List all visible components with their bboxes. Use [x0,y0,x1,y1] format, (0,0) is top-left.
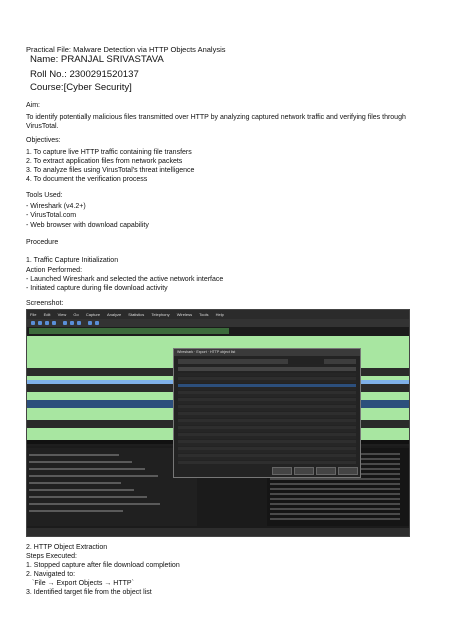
aim-text-line1: To identify potentially malicious files transmitted over HTTP by analyzing captured network traffic and verifying files through [26,114,406,121]
hex-line [270,518,400,520]
detail-line [29,461,132,463]
objective-item: 2. To extract application files from network packets [26,158,183,165]
toolbar-icon [31,321,35,325]
menu-item: Edit [43,312,51,317]
detail-line [29,496,147,498]
menu-item: Statistics [128,312,145,317]
step1-title: 1. Traffic Capture Initialization [26,257,119,264]
menu-item: Telephony [151,312,170,317]
document-header: Practical File: Malware Detection via HTTP Objects Analysis [26,45,226,54]
toolbar-icon [70,321,74,325]
step1-action-item: - Launched Wireshark and selected the active network interface [26,276,224,283]
step1-action-item: - Initiated capture during file download activity [26,285,168,292]
step2-steps-heading: Steps Executed: [26,553,77,560]
dialog-column-headers [178,367,356,371]
wireshark-toolbar [27,319,409,327]
aim-heading: Aim: [26,102,40,109]
menu-item: Analyze [106,312,122,317]
hex-line [270,483,400,485]
toolbar-icon [95,321,99,325]
screenshot-label: Screenshot: [26,300,64,307]
toolbar-icon [63,321,67,325]
dialog-text-filter [178,359,288,364]
detail-line [29,482,121,484]
dialog-button [272,467,292,475]
dialog-button [316,467,336,475]
tool-item: - Web browser with download capability [26,222,149,229]
dialog-button [338,467,358,475]
wireshark-menubar [27,310,409,319]
toolbar-icon [52,321,56,325]
export-objects-dialog [173,348,361,478]
step2-step-item: 3. Identified target file from the object list [26,589,152,596]
tool-item: - VirusTotal.com [26,212,77,219]
detail-line [29,503,160,505]
detail-line [29,454,119,456]
student-name: Name: PRANJAL SRIVASTAVA [30,54,164,65]
tools-heading: Tools Used: [26,192,63,199]
step2-step-item: `File → Export Objects → HTTP` [32,580,134,587]
menu-item: Help [215,312,224,317]
objective-item: 3. To analyze files using VirusTotal's threat intelligence [26,167,195,174]
objectives-heading: Objectives: [26,137,61,144]
wireshark-statusbar [27,528,409,536]
detail-line [29,475,158,477]
step2-step-item: 1. Stopped capture after file download completion [26,562,180,569]
hex-line [270,488,400,490]
menu-item: Wireless [176,312,193,317]
dialog-title: Wireshark · Export · HTTP object list [174,349,360,356]
menu-item: Capture [85,312,101,317]
step2-title: 2. HTTP Object Extraction [26,544,108,551]
http-object-row [178,461,356,464]
aim-text-line2: VirusTotal. [26,123,59,130]
toolbar-icon [88,321,92,325]
dialog-button [294,467,314,475]
menu-item: Go [73,312,79,317]
toolbar-icon [77,321,81,325]
menu-item: File [30,312,37,317]
hex-line [270,498,400,500]
packet-details-pane [27,448,197,526]
toolbar-icon [45,321,49,325]
hex-line [270,513,400,515]
toolbar-icon [38,321,42,325]
step1-actions-heading: Action Performed: [26,267,83,274]
detail-line [29,468,145,470]
course-name: Course:[Cyber Security] [30,82,132,93]
objective-item: 1. To capture live HTTP traffic containing file transfers [26,149,192,156]
hex-line [270,508,400,510]
hex-line [270,478,400,480]
wireshark-screenshot [26,309,410,537]
dialog-content-type-select [324,359,356,364]
menu-item: Tools [199,312,209,317]
roll-number: Roll No.: 2300291520137 [30,69,139,80]
menu-item: View [57,312,67,317]
detail-line [29,489,134,491]
tool-item: - Wireshark (v4.2+) [26,203,86,210]
objective-item: 4. To document the verification process [26,176,148,183]
display-filter-bar [29,328,229,334]
hex-line [270,493,400,495]
step2-step-item: 2. Navigated to: [26,571,76,578]
procedure-heading: Procedure [26,239,59,246]
detail-line [29,510,123,512]
hex-line [270,503,400,505]
